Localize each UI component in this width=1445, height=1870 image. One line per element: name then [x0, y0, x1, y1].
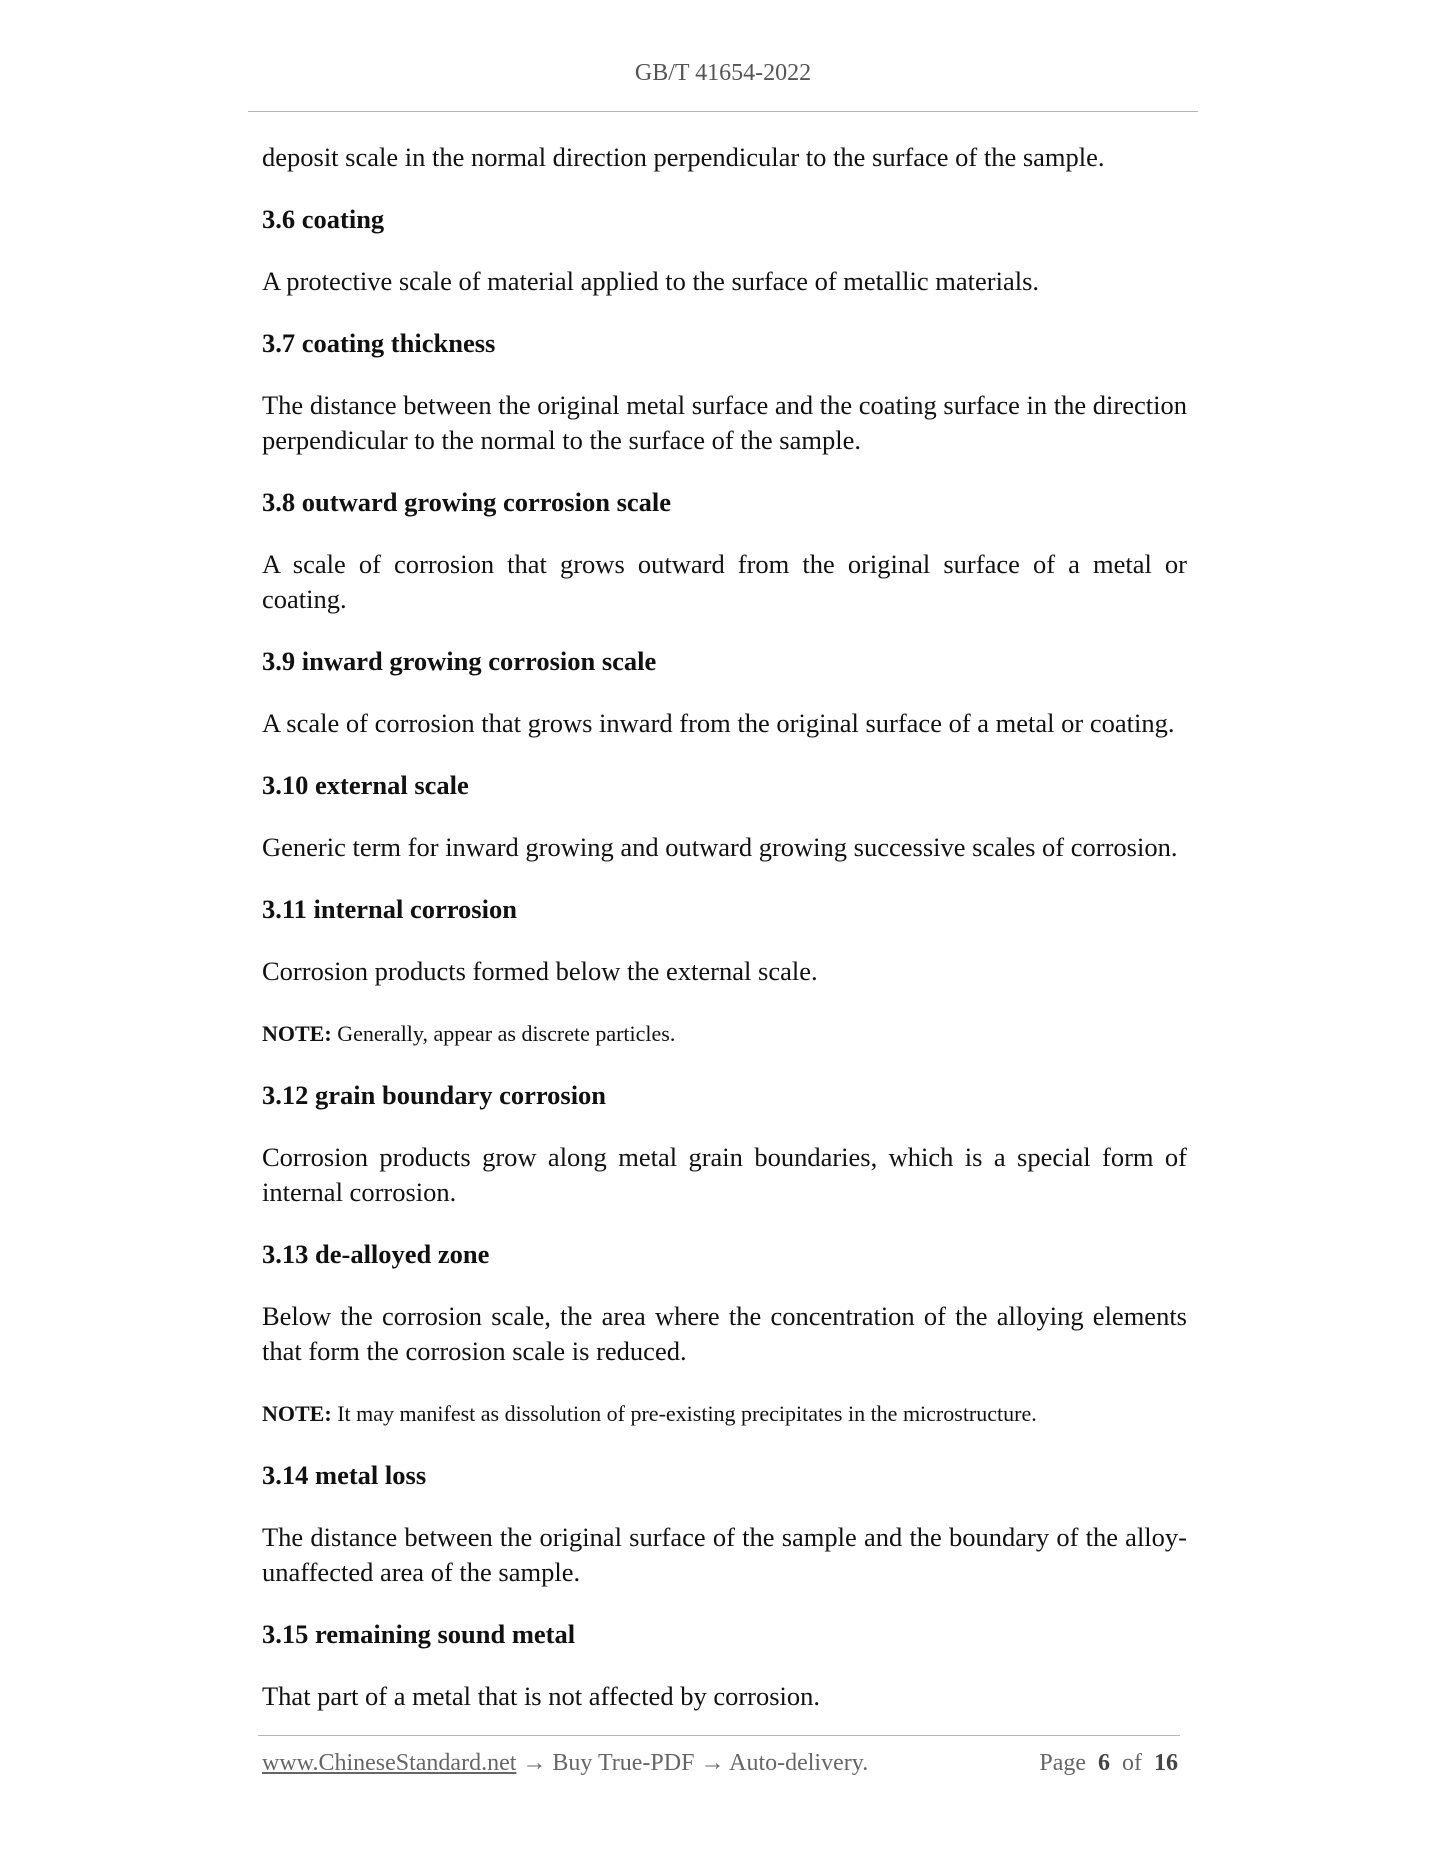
term-heading: 3.6 coating [262, 204, 385, 234]
current-page: 6 [1098, 1750, 1110, 1776]
total-pages: 16 [1154, 1750, 1178, 1776]
header-divider [248, 111, 1198, 112]
page-header: GB/T 41654-2022 [634, 60, 812, 86]
definition-paragraph: A scale of corrosion that grows inward from the original surface of a metal or coating. [262, 708, 1175, 738]
term-heading: 3.10 external scale [262, 770, 469, 800]
definition-paragraph: deposit scale in the normal direction perpendicular to the surface of the sample. [262, 142, 1105, 172]
definition-paragraph: A scale of corrosion that grows outward from the original surface of a metal or coating. [262, 549, 1187, 614]
term-heading: 3.15 remaining sound metal [262, 1619, 576, 1649]
chinesestandard-link[interactable]: www.ChineseStandard.net [262, 1750, 517, 1776]
term-heading: 3.13 de-alloyed zone [262, 1239, 490, 1269]
note-label: NOTE: [262, 1401, 332, 1426]
document-body [262, 140, 1187, 1741]
definition-paragraph: Corrosion products grow along metal grain boundaries, which is a special form of internal corrosion. [262, 1142, 1187, 1207]
page-footer [262, 1750, 1178, 1777]
term-heading: 3.7 coating thickness [262, 328, 496, 358]
note-paragraph [262, 1016, 1187, 1051]
note-label: NOTE: [262, 1021, 332, 1046]
footer-divider [258, 1735, 1180, 1736]
term-heading: 3.9 inward growing corrosion scale [262, 646, 657, 676]
definition-paragraph: That part of a metal that is not affected by corrosion. [262, 1681, 821, 1711]
definition-paragraph: Generic term for inward growing and outward growing successive scales of corrosion. [262, 832, 1178, 862]
footer-promo [262, 1750, 868, 1777]
page-number [1039, 1750, 1178, 1777]
definition-paragraph: A protective scale of material applied to the surface of metallic materials. [262, 266, 1040, 296]
page-label: Page [1039, 1750, 1086, 1776]
of-label: of [1122, 1750, 1142, 1776]
note-paragraph [262, 1396, 1187, 1431]
term-heading: 3.12 grain boundary corrosion [262, 1080, 607, 1110]
note-text: Generally, appear as discrete particles. [331, 1021, 676, 1046]
definition-paragraph: The distance between the original metal surface and the coating surface in the direction perpendicular to the normal to the surface of the sample. [262, 390, 1187, 455]
note-text: It may manifest as dissolution of pre-existing precipitates in the microstructure. [331, 1401, 1037, 1426]
term-heading: 3.14 metal loss [262, 1460, 427, 1490]
term-heading: 3.11 internal corrosion [262, 894, 517, 924]
term-heading: 3.8 outward growing corrosion scale [262, 487, 672, 517]
footer-promo-text: → Buy True-PDF → Auto-delivery. [516, 1750, 869, 1776]
definition-paragraph: The distance between the original surface of the sample and the boundary of the alloy-unaffected area of the sample. [262, 1522, 1187, 1587]
definition-paragraph: Below the corrosion scale, the area where the concentration of the alloying elements that form the corrosion scale is reduced. [262, 1301, 1187, 1366]
definition-paragraph: Corrosion products formed below the external scale. [262, 956, 818, 986]
